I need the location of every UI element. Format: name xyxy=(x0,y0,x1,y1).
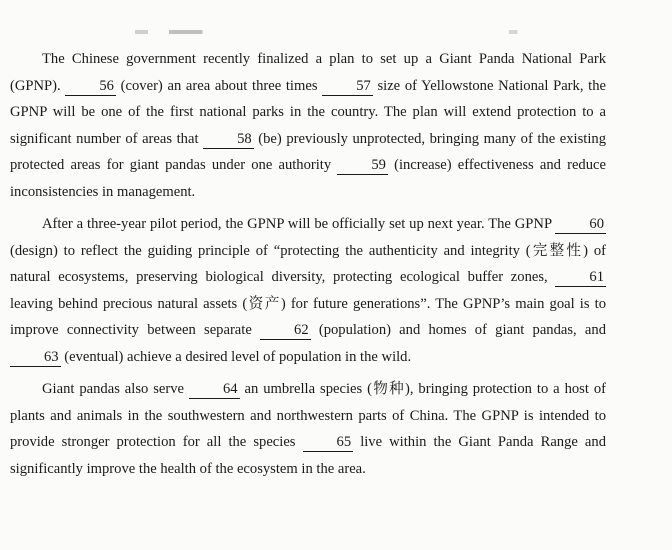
text-segment: (cover) an area about three times xyxy=(115,77,323,94)
blank-60[interactable]: 60 xyxy=(555,216,606,234)
blank-61[interactable]: 61 xyxy=(555,269,606,287)
text-segment: The Chinese government recently finalized a plan to set up a Giant Panda National Park (GPNP). xyxy=(10,51,606,94)
text-segment: (be) previously unprotected, bringing many of the existing protected areas for giant pandas under one authority xyxy=(10,130,606,173)
text-segment: (design) to reflect the guiding principle of “protecting the authenticity and integrity (完整性) of natural ecosystems, preserving biological diversity, protecting ecological buffer zones, xyxy=(10,242,606,285)
text-segment: size of Yellowstone National Park, the GPNP will be one of the first national parks in the country. The plan will extend protection to a significant number of areas that xyxy=(10,77,606,147)
text-segment: After a three-year pilot period, the GPNP will be officially set up next year. The GPNP xyxy=(42,216,556,232)
text-segment: leaving behind precious natural assets (资产) for future generations”. The GPNP’s main goal is to improve connectivity between separate xyxy=(10,295,606,338)
paragraph-1 xyxy=(10,46,606,205)
blank-58[interactable]: 58 xyxy=(203,131,254,149)
text-segment: (increase) effectiveness and reduce inconsistencies in management. xyxy=(10,157,606,200)
blank-64[interactable]: 64 xyxy=(189,381,240,399)
text-segment: (eventual) achieve a desired level of population in the wild. xyxy=(60,348,412,365)
paragraph-3 xyxy=(10,376,606,482)
paragraph-2 xyxy=(10,211,606,370)
text-segment: (population) and homes of giant pandas, and xyxy=(310,322,606,338)
blank-62[interactable]: 62 xyxy=(260,322,311,340)
blank-56[interactable]: 56 xyxy=(65,78,116,96)
text-segment: live within the Giant Panda Range and significantly improve the health of the ecosystem in the area. xyxy=(10,434,606,477)
text-segment: an umbrella species (物种), bringing protection to a host of plants and animals in the southwestern and northwestern parts of China. The GPNP is intended to provide stronger protection for all the species xyxy=(10,381,607,450)
blank-59[interactable]: 59 xyxy=(337,157,388,175)
blank-65[interactable]: 65 xyxy=(303,434,354,452)
blank-63[interactable]: 63 xyxy=(10,349,61,367)
scan-artifact xyxy=(110,30,530,34)
blank-57[interactable]: 57 xyxy=(322,78,373,96)
text-segment: Giant pandas also serve xyxy=(42,381,189,397)
